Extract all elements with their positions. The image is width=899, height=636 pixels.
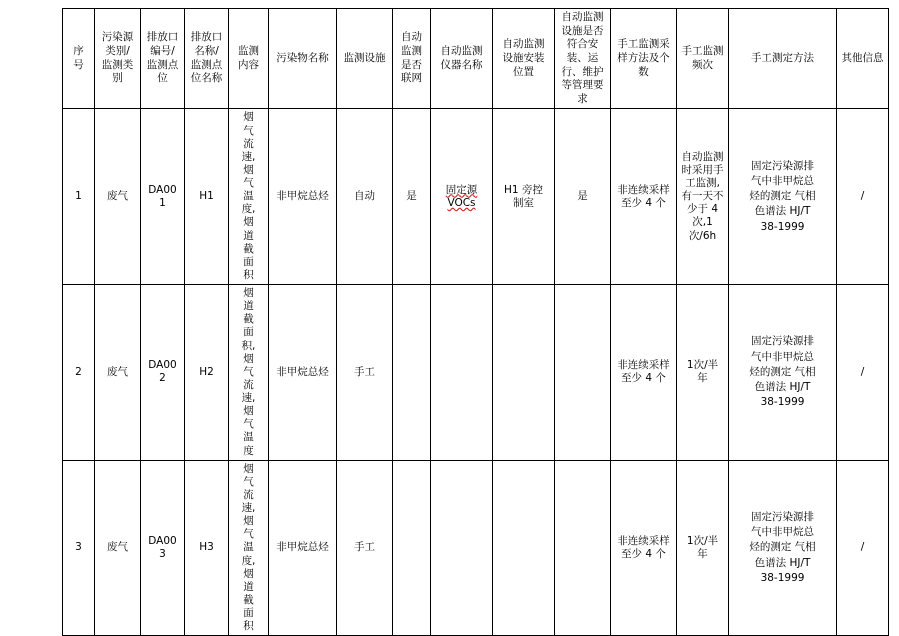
header-outlet-code: 排放口编号/监测点位 [141,9,185,109]
table-row [63,285,889,461]
cell-outlet-code: DA003 [141,460,185,636]
cell-frequency: 1次/半年 [677,285,729,461]
cell-other: / [837,109,889,285]
header-frequency: 手工监测频次 [677,9,729,109]
header-networked: 自动监测是否联网 [393,9,431,109]
monitoring-plan-sheet [62,8,888,636]
cell-source-type: 废气 [95,109,141,285]
monitoring-plan-table [62,8,889,636]
cell-frequency: 自动监测时采用手工监测,有一天不少于 4 次,1 次/6h [677,109,729,285]
cell-sampling-method: 非连续采样至少 4 个 [611,109,677,285]
cell-measure-method: 固定污染源排气中非甲烷总烃的测定 气相色谱法 HJ/T 38-1999 [729,109,837,285]
cell-outlet-name: H2 [185,285,229,461]
header-sampling-method: 手工监测采样方法及个数 [611,9,677,109]
cell-content: 烟气流速,烟气温度,烟道截面积 [229,460,269,636]
cell-sampling-method: 非连续采样至少 4 个 [611,460,677,636]
cell-no: 2 [63,285,95,461]
table-row [63,109,889,285]
cell-no: 1 [63,109,95,285]
cell-sampling-method: 非连续采样至少 4 个 [611,285,677,461]
cell-pollutant: 非甲烷总烃 [269,460,337,636]
cell-no: 3 [63,460,95,636]
header-compliant: 自动监测设施是否符合安装、运行、维护等管理要求 [555,9,611,109]
cell-facility: 手工 [337,285,393,461]
cell-instrument: 固定源VOCs [431,109,493,285]
cell-install-position: H1 旁控制室 [493,109,555,285]
cell-instrument [431,460,493,636]
cell-frequency: 1次/半年 [677,460,729,636]
cell-networked: 是 [393,109,431,285]
header-other: 其他信息 [837,9,889,109]
cell-outlet-code: DA001 [141,109,185,285]
table-row [63,460,889,636]
header-content: 监测内容 [229,9,269,109]
cell-install-position [493,460,555,636]
cell-measure-method: 固定污染源排气中非甲烷总烃的测定 气相色谱法 HJ/T 38-1999 [729,285,837,461]
header-facility: 监测设施 [337,9,393,109]
cell-compliant [555,460,611,636]
header-source-type: 污染源类别/监测类别 [95,9,141,109]
cell-content: 烟道截面积,烟气流速,烟气温度 [229,285,269,461]
cell-outlet-name: H1 [185,109,229,285]
cell-compliant [555,285,611,461]
cell-content: 烟气流速,烟气温度,烟道截面积 [229,109,269,285]
header-pollutant: 污染物名称 [269,9,337,109]
header-instrument: 自动监测仪器名称 [431,9,493,109]
header-outlet-name: 排放口名称/监测点位名称 [185,9,229,109]
header-install-position: 自动监测设施安装位置 [493,9,555,109]
table-header-row [63,9,889,109]
cell-facility: 手工 [337,460,393,636]
cell-compliant: 是 [555,109,611,285]
cell-pollutant: 非甲烷总烃 [269,109,337,285]
cell-instrument [431,285,493,461]
cell-install-position [493,285,555,461]
cell-facility: 自动 [337,109,393,285]
cell-outlet-name: H3 [185,460,229,636]
header-no: 序号 [63,9,95,109]
cell-outlet-code: DA002 [141,285,185,461]
header-measure-method: 手工测定方法 [729,9,837,109]
cell-pollutant: 非甲烷总烃 [269,285,337,461]
cell-source-type: 废气 [95,285,141,461]
cell-other: / [837,460,889,636]
cell-networked [393,460,431,636]
cell-other: / [837,285,889,461]
cell-source-type: 废气 [95,460,141,636]
cell-networked [393,285,431,461]
cell-measure-method: 固定污染源排气中非甲烷总烃的测定 气相色谱法 HJ/T 38-1999 [729,460,837,636]
